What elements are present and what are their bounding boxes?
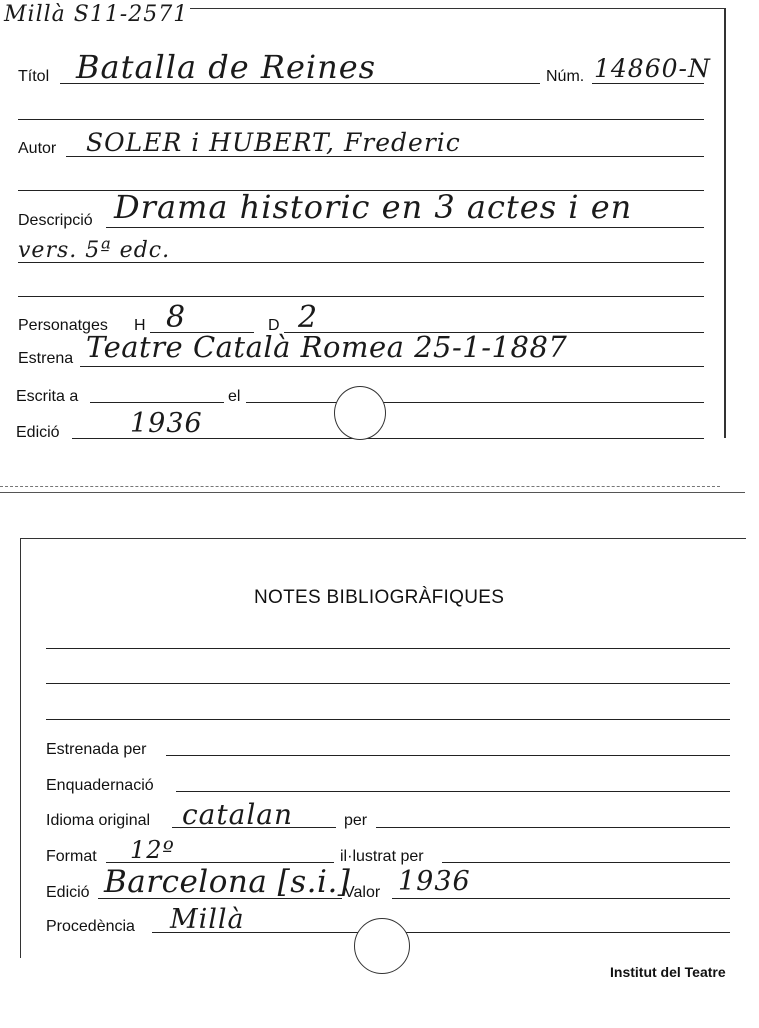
descripcio-line xyxy=(106,227,704,228)
edicio2-value: Barcelona [s.i.] xyxy=(104,864,351,900)
personatges-d-label: D xyxy=(268,317,280,334)
estrena-value: Teatre Català Romea 25-1-1887 xyxy=(86,330,568,364)
estrenada-per-line xyxy=(166,755,730,756)
edicio-value: 1936 xyxy=(130,408,203,439)
descripcio-line1: Drama historic en 3 actes i en xyxy=(114,188,633,226)
titol-value: Batalla de Reines xyxy=(76,48,377,86)
punch-hole xyxy=(354,918,410,974)
estrena-label: Estrena xyxy=(18,350,74,367)
idioma-label: Idioma original xyxy=(46,812,151,829)
descripcio-line2: vers. 5ª edc. xyxy=(18,238,171,263)
format-il-label: il·lustrat per xyxy=(340,848,424,865)
escrita-label: Escrita a xyxy=(16,388,79,405)
card2-left-edge xyxy=(20,538,21,958)
autor-label: Autor xyxy=(18,140,57,157)
procedencia-label: Procedència xyxy=(46,918,135,935)
escrita-el-label: el xyxy=(228,388,241,405)
format-label: Format xyxy=(46,848,97,865)
punch-hole xyxy=(334,386,386,440)
escrita-el-line xyxy=(246,402,704,403)
autor-value: SOLER i HUBERT, Frederic xyxy=(86,128,461,157)
enquadernacio-label: Enquadernació xyxy=(46,777,154,794)
blank-line xyxy=(46,648,730,649)
valor-line xyxy=(392,898,730,899)
blank-line xyxy=(46,683,730,684)
edicio2-label: Edició xyxy=(46,884,90,901)
enquadernacio-line xyxy=(176,791,730,792)
blank-line xyxy=(46,719,730,720)
num-label: Núm. xyxy=(546,68,585,85)
personatges-h-value: 8 xyxy=(166,300,187,335)
num-line xyxy=(592,83,704,84)
card1-top-edge xyxy=(190,8,725,9)
card-separator-line xyxy=(0,492,745,493)
num-value: 14860-N xyxy=(594,54,711,83)
card1-right-edge xyxy=(724,8,726,438)
blank-line xyxy=(18,296,704,297)
card1-reference: Millà S11-2571 xyxy=(4,2,189,27)
valor-value: 1936 xyxy=(398,866,471,897)
brand-logo-text: Institut del Teatre xyxy=(610,964,726,980)
card2-top-edge xyxy=(20,538,746,539)
valor-label: Valor xyxy=(344,884,381,901)
personatges-label: Personatges xyxy=(18,317,108,334)
format-value: 12º xyxy=(130,836,175,864)
descripcio-label: Descripció xyxy=(18,212,93,229)
personatges-d-value: 2 xyxy=(298,300,319,335)
escrita-line xyxy=(90,402,224,403)
card-separator-dashes xyxy=(0,486,720,487)
idioma-value: catalan xyxy=(182,798,294,831)
estrenada-per-label: Estrenada per xyxy=(46,741,147,758)
estrena-line xyxy=(80,366,704,367)
idioma-per-line xyxy=(376,827,730,828)
edicio-label: Edició xyxy=(16,424,60,441)
card2-heading: NOTES BIBLIOGRÀFIQUES xyxy=(254,587,505,608)
procedencia-value: Millà xyxy=(170,904,245,935)
personatges-h-label: H xyxy=(134,317,146,334)
format-il-line xyxy=(442,862,730,863)
titol-label: Títol xyxy=(18,68,50,85)
blank-line xyxy=(18,119,704,120)
idioma-per-label: per xyxy=(344,812,368,829)
